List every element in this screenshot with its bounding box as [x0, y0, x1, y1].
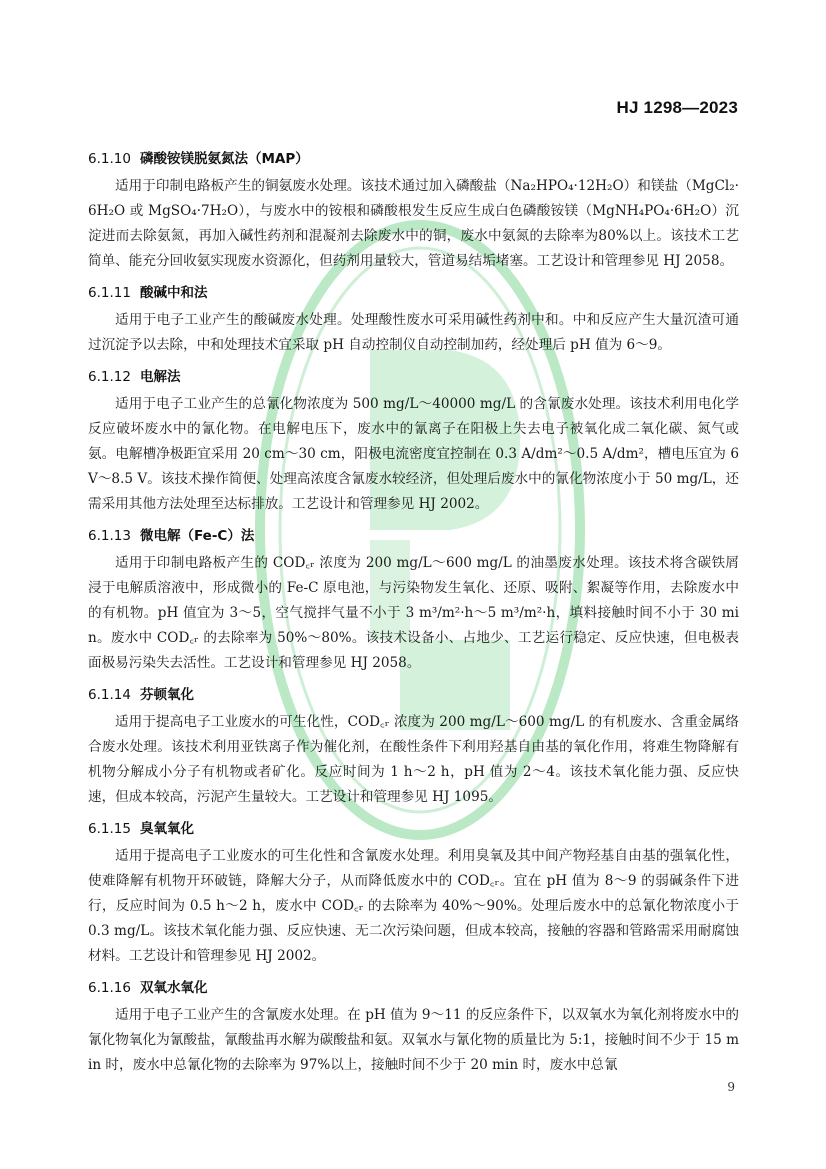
section-title: 磷酸铵镁脱氨氮法（MAP） — [140, 151, 309, 167]
section-heading — [88, 977, 739, 999]
section-heading — [88, 148, 739, 170]
section-heading — [88, 366, 739, 388]
section-number: 6.1.15 — [88, 821, 131, 837]
section-6-1-12 — [88, 366, 739, 517]
section-6-1-14 — [88, 684, 739, 810]
section-paragraph: 适用于电子工业产生的酸碱废水处理。处理酸性废水可采用碱性药剂中和。中和反应产生大量沉渣可通过沉淀予以去除，中和处理技术宜采取 pH 自动控制仪自动控制加药，经处理后 pH 值为 6～9。 — [88, 312, 739, 353]
section-heading — [88, 282, 739, 304]
section-title: 微电解（Fe-C）法 — [140, 528, 255, 544]
section-number: 6.1.14 — [88, 687, 131, 703]
section-paragraph: 适用于印制电路板产生的铜氨废水处理。该技术通过加入磷酸盐（Na₂HPO₄·12H₂O）和镁盐（MgCl₂·6H₂O 或 MgSO₄·7H₂O），与废水中的铵根和磷酸根发生反应生成白色磷酸铵镁（MgNH₄PO₄·6H₂O）沉淀进而去除氨氮，再加入碱性药剂和混凝剂去除废水中的铜，废水中氨氮的去除率为80%以上。该技术工艺简单、能充分回收氨实现废水资源化，但药剂用量较大，管道易结垢堵塞。工艺设计和管理参见 HJ 2058。 — [88, 178, 739, 269]
section-heading — [88, 818, 739, 840]
section-number: 6.1.10 — [88, 151, 131, 167]
section-paragraph: 适用于提高电子工业废水的可生化性，COD꜀ᵣ 浓度为 200 mg/L～600 mg/L 的有机废水、含重金属络合废水处理。该技术利用亚铁离子作为催化剂，在酸性条件下利用羟基自由基的氧化作用，将难生物降解有机物分解成小分子有机物或者矿化。反应时间为 1 h～2 h，pH 值为 2～4。该技术氧化能力强、反应快速，但成本较高，污泥产生量较大。工艺设计和管理参见 HJ 1095。 — [88, 714, 739, 805]
page-number: 9 — [727, 1080, 735, 1094]
section-paragraph: 适用于提高电子工业废水的可生化性和含氰废水处理。利用臭氧及其中间产物羟基自由基的强氧化性，使难降解有机物开环破链，降解大分子，从而降低废水中的 COD꜀ᵣ。宜在 pH 值为 8～9 的弱碱条件下进行，反应时间为 0.5 h～2 h，废水中 COD꜀ᵣ 的去除率为 40%～90%。处理后废水中的总氰化物浓度小于 0.3 mg/L。该技术氧化能力强、反应快速、无二次污染问题，但成本较高，接触的容器和管路需采用耐腐蚀材料。工艺设计和管理参见 HJ 2002。 — [88, 848, 739, 964]
section-title: 电解法 — [140, 369, 181, 385]
section-paragraph: 适用于电子工业产生的总氰化物浓度为 500 mg/L～40000 mg/L 的含氰废水处理。该技术利用电化学反应破坏废水中的氰化物。在电解电压下，废水中的氰离子在阳极上失去电子被氧化成二氧化碳、氮气或氨。电解槽净极距宜采用 20 cm～30 cm，阳极电流密度宜控制在 0.3 A/dm²～0.5 A/dm²，槽电压宜为 6 V～8.5 V。该技术操作简便、处理高浓度含氰废水较经济，但处理后废水中的氰化物浓度小于 50 mg/L，还需采用其他方法处理至达标排放。工艺设计和管理参见 HJ 2002。 — [88, 396, 739, 512]
section-title: 臭氧氧化 — [140, 821, 194, 837]
section-title: 双氧水氧化 — [140, 980, 208, 996]
section-number: 6.1.16 — [88, 980, 131, 996]
section-6-1-13 — [88, 525, 739, 676]
section-paragraph: 适用于电子工业产生的含氰废水处理。在 pH 值为 9～11 的反应条件下，以双氧水为氧化剂将废水中的氰化物氧化为氰酸盐，氰酸盐再水解为碳酸盐和氨。双氧水与氰化物的质量比为 5:1，接触时间不少于 15 min 时，废水中总氰化物的去除率为 97%以上，接触时间不少于 20 min 时，废水中总氰 — [88, 1007, 739, 1073]
section-6-1-11 — [88, 282, 739, 358]
section-number: 6.1.11 — [88, 285, 131, 301]
section-title: 酸碱中和法 — [140, 285, 208, 301]
section-number: 6.1.13 — [88, 528, 131, 544]
section-paragraph: 适用于印制电路板产生的 COD꜀ᵣ 浓度为 200 mg/L～600 mg/L 的油墨废水处理。该技术将含碳铁屑浸于电解质溶液中，形成微小的 Fe-C 原电池，与污染物发生氧化、还原、吸附、絮凝等作用，去除废水中的有机物。pH 值宜为 3～5，空气搅拌气量不小于 3 m³/m²·h～5 m³/m²·h，填料接触时间不小于 30 min。废水中 COD꜀ᵣ 的去除率为 50%～80%。该技术设备小、占地少、工艺运行稳定、反应快速，但电极表面极易污染失去活性。工艺设计和管理参见 HJ 2058。 — [88, 555, 739, 671]
document-code: HJ 1298—2023 — [616, 98, 738, 117]
section-title: 芬顿氧化 — [140, 687, 194, 703]
section-number: 6.1.12 — [88, 369, 131, 385]
section-6-1-16 — [88, 977, 739, 1078]
section-6-1-15 — [88, 818, 739, 969]
section-6-1-10 — [88, 148, 739, 274]
section-heading — [88, 525, 739, 547]
section-heading — [88, 684, 739, 706]
document-body — [88, 148, 739, 1086]
